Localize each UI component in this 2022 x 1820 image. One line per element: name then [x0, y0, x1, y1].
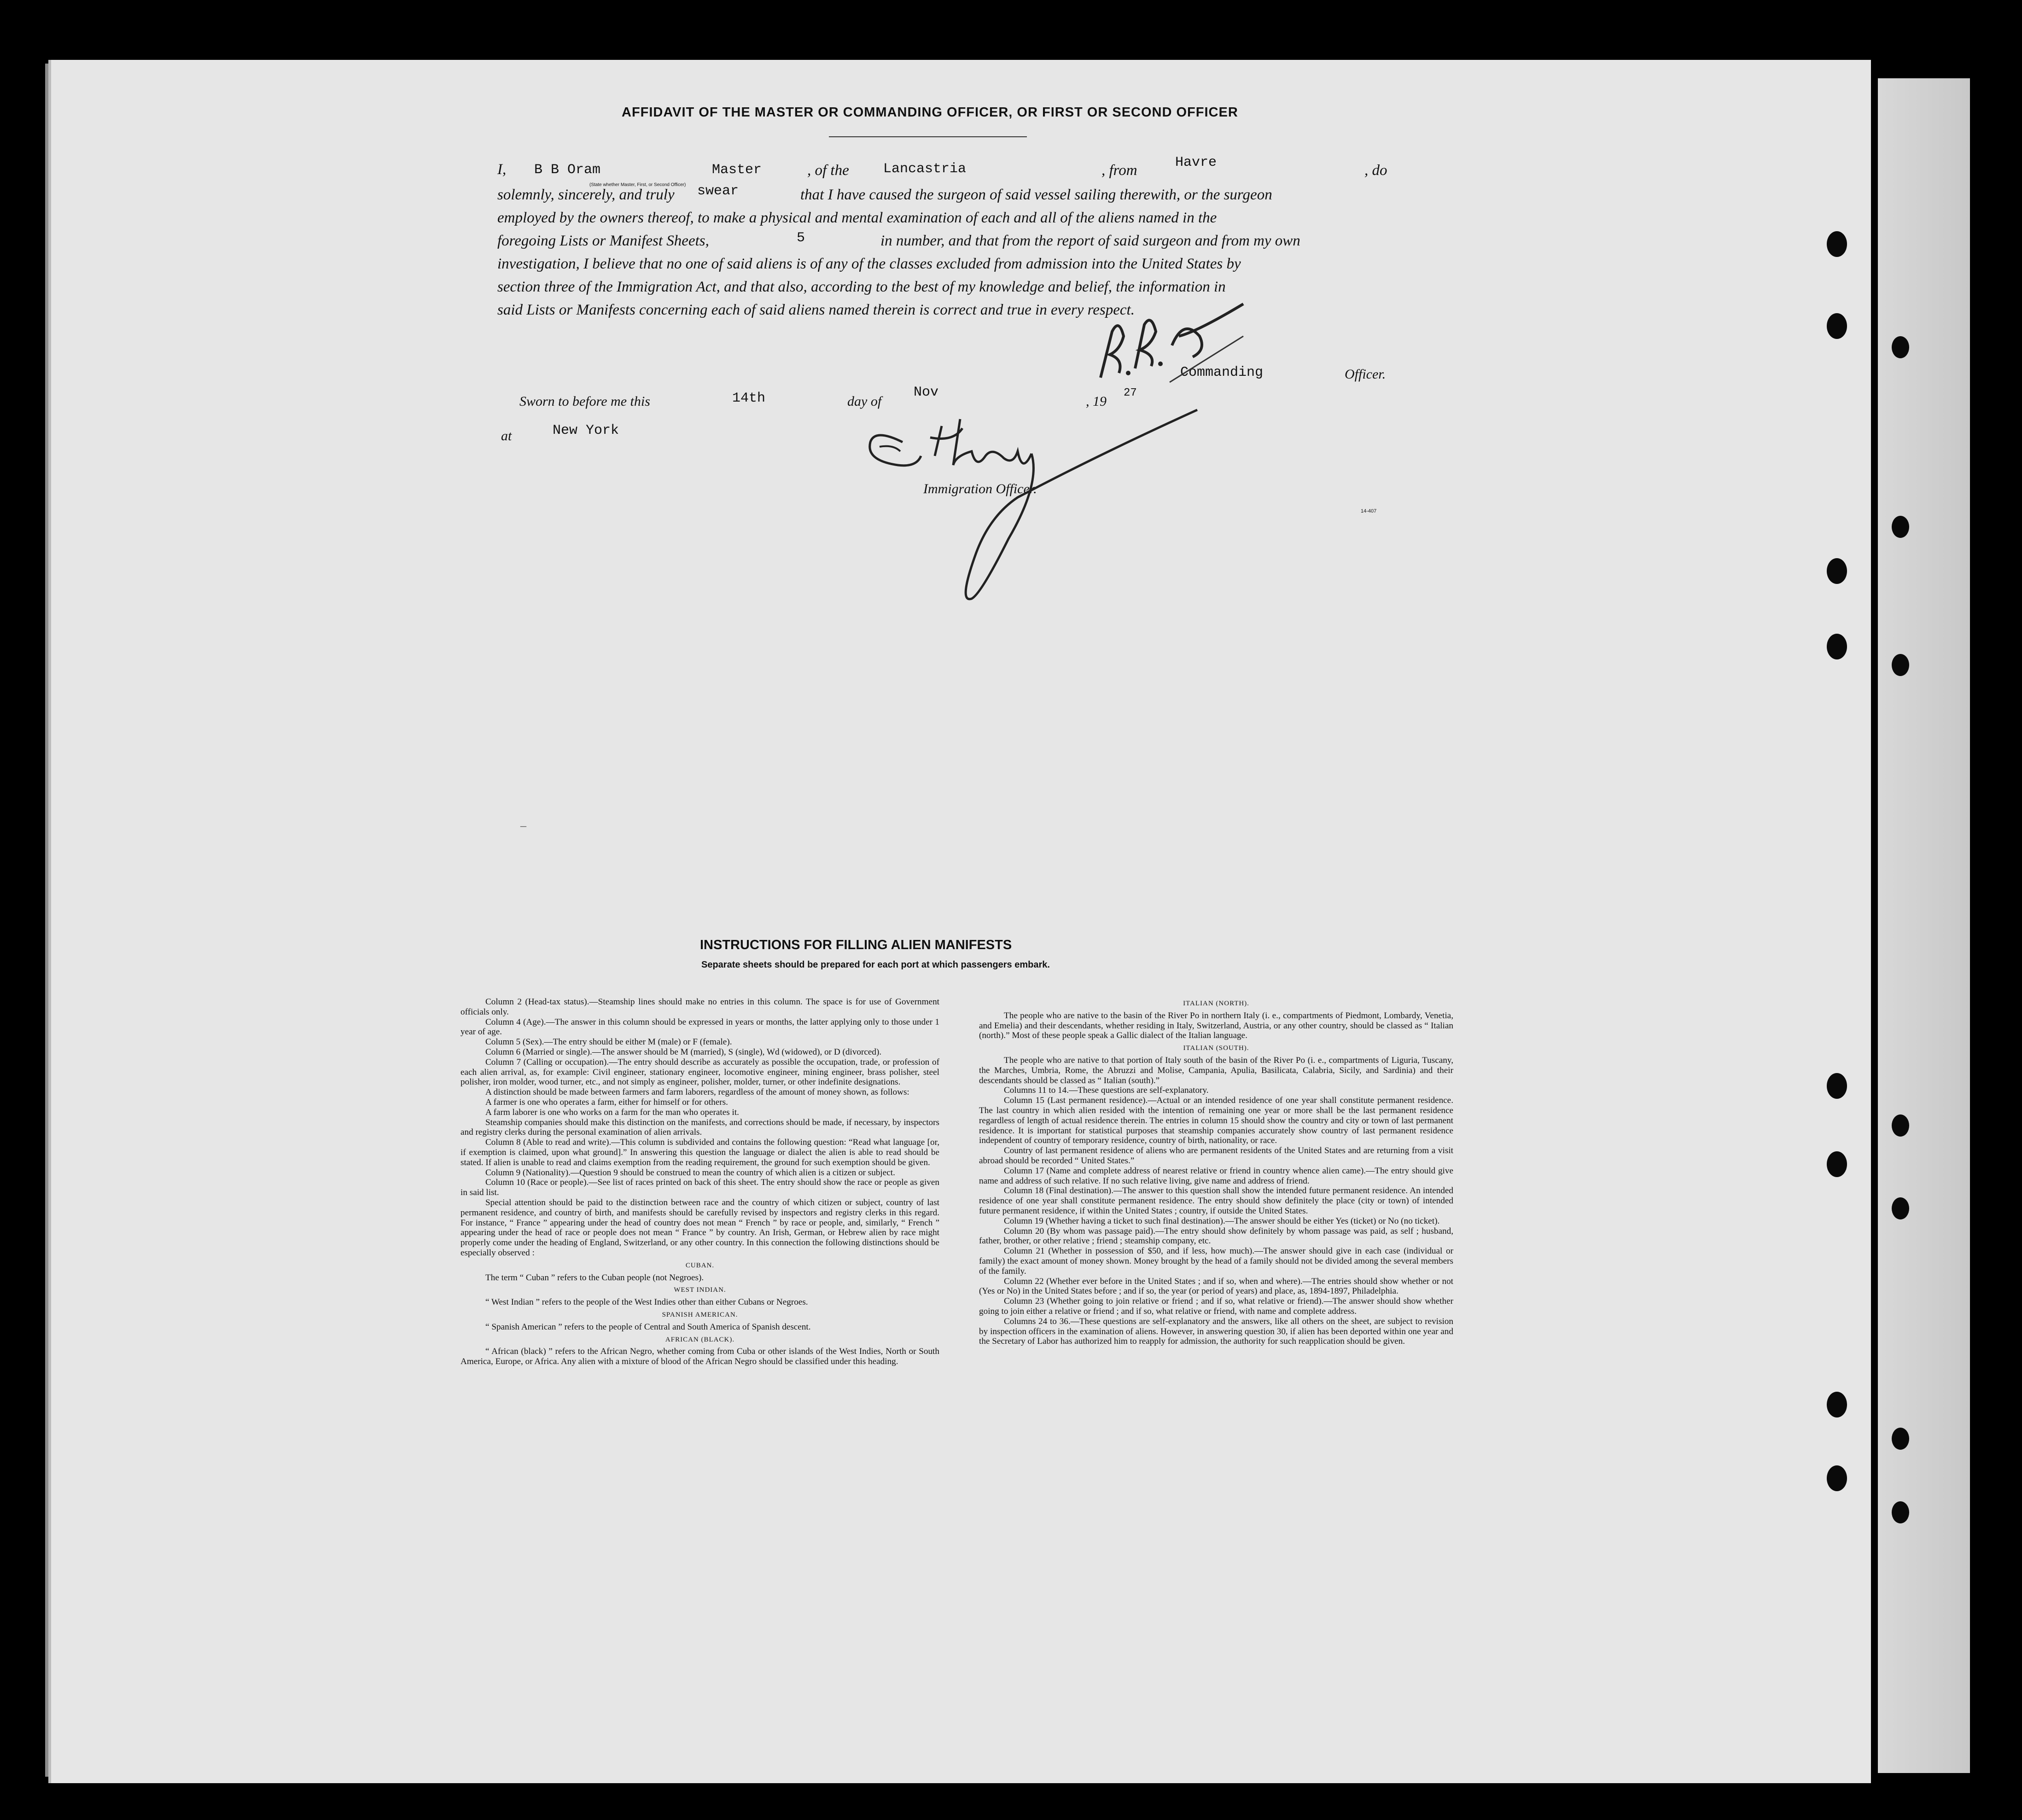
punch-hole: [1827, 1392, 1847, 1418]
affidavit-line-4b: in number, and that from the report of said surgeon and from my own: [880, 233, 1300, 249]
punch-hole: [1892, 1114, 1909, 1137]
section-heading: WEST INDIAN.: [674, 1286, 726, 1294]
affidavit-line-1: [497, 161, 506, 178]
instruction-paragraph: Column 23 (Whether going to join relative or friend ; and if so, what relative or friend).—The answer should show whether going to join either a relative or friend ; and if so, what relative or friend, with name and complete address.: [979, 1296, 1453, 1316]
section-heading: CUBAN.: [685, 1261, 715, 1269]
affidavit-line-7: said Lists or Manifests concerning each of said aliens named therein is correct and true in every respect.: [497, 302, 1135, 318]
instruction-paragraph: Column 20 (By whom was passage paid).—The entry should show definitely by whom passage was paid, as self ; husband, father, brother, or other relative ; friend ; steamship company, etc.: [979, 1226, 1453, 1246]
punch-hole: [1827, 1073, 1847, 1099]
rank-note: (State whether Master, First, or Second Officer): [589, 182, 686, 187]
title-rule: [829, 136, 1027, 137]
instruction-paragraph: Column 7 (Calling or occupation).—The entry should describe as accurately as possible the occupation, trade, or profession of each alien arrival, as, for example: Civil engineer, stationary engineer, locomotive engineer, mining engineer, brass polisher, steel polisher, iron molder, wood turner, etc., and not simply as engineer, polisher, molder, turner, or other indefinite designations.: [460, 1057, 939, 1087]
immigration-officer-label: Immigration Officer.: [923, 481, 1037, 496]
punch-hole: [1827, 1151, 1847, 1177]
day-of-label: day of: [847, 394, 882, 409]
commanding-field: Commanding: [1180, 365, 1264, 380]
instruction-paragraph: A farmer is one who operates a farm, either for himself or for others.: [485, 1097, 728, 1107]
instruction-paragraph: Steamship companies should make this distinction on the manifests, and corrections should be made, if necessary, by inspectors and registry clerks during the personal examination of alien arrivals.: [460, 1117, 939, 1138]
punch-hole: [1827, 231, 1847, 257]
instruction-paragraph: A distinction should be made between farmers and farm laborers, regardless of the amount of money shown, as follows:: [485, 1087, 909, 1097]
punch-hole: [1892, 1428, 1909, 1450]
instructions-right-column: [979, 996, 1453, 1347]
punch-hole: [1827, 634, 1847, 659]
instruction-paragraph: Column 21 (Whether in possession of $50, and if less, how much).—The answer should give in each case (individual or family) the exact amount of money shown. Money brought by the head of a family should not be divided among the several members of the family.: [979, 1246, 1453, 1276]
do-label: , do: [1364, 162, 1387, 179]
master-signature: [1091, 281, 1257, 391]
instruction-paragraph: The term “ Cuban ” refers to the Cuban people (not Negroes).: [485, 1272, 704, 1283]
immigration-officer-signature: [866, 401, 1243, 612]
instruction-paragraph: Column 10 (Race or people).—See list of races printed on back of this sheet. The entry should show the race or people as given in said list.: [460, 1178, 939, 1198]
instruction-paragraph: Column 17 (Name and complete address of nearest relative or friend in country whence alien came).—The entry should give name and address of such relative. If no such relative living, give name and address of friend.: [979, 1166, 1453, 1186]
affidavit-line-5: investigation, I believe that no one of said aliens is of any of the classes excluded from admission into the United States by: [497, 256, 1241, 272]
instruction-paragraph: Columns 11 to 14.—These questions are self-explanatory.: [1004, 1085, 1209, 1096]
instruction-paragraph: “ African (black) ” refers to the African Negro, whether coming from Cuba or other islands of the West Indies, North or South America, Europe, or Africa. Any alien with a mixture of blood of the African Negro should be classified under this heading.: [460, 1347, 939, 1367]
instruction-paragraph: Column 2 (Head-tax status).—Steamship lines should make no entries in this column. The space is for use of Government officials only.: [460, 997, 939, 1017]
rank-field: Master: [712, 162, 762, 178]
instruction-paragraph: Column 19 (Whether having a ticket to such final destination).—The answer should be either Yes (ticket) or No (no ticket).: [1004, 1216, 1440, 1226]
punch-hole: [1892, 336, 1909, 358]
sworn-day-field: 14th: [732, 391, 766, 406]
section-heading: ITALIAN (NORTH).: [1183, 1000, 1249, 1007]
instruction-paragraph: The people who are native to that portion of Italy south of the basin of the River Po (i. e., compartments of Liguria, Tuscany, the Marches, Umbria, Rome, the Abruzzi and Molise, Campania, Apulia, Basilicata, Calabria, Sicily, and Sardinia) and their descendants should be classed as “ Italian (south).”: [979, 1055, 1453, 1085]
at-label: at: [501, 428, 512, 443]
master-name-field: B B Oram: [534, 162, 601, 178]
instruction-paragraph: A farm laborer is one who works on a farm for the man who operates it.: [485, 1107, 739, 1117]
year-prefix-label: , 19: [1086, 394, 1107, 409]
instruction-paragraph: Column 15 (Last permanent residence).—Actual or an intended residence of one year shall constitute permanent residence. The last country in which alien resided with the intention of remaining one year or more shall be the last permanent residence regardless of length of actual residence therein. The entries in column 15 should show the country and city or town of last permanent residence. It is important for statistical purposes that steamship companies accurately show country of last permanent residence independent of country of temporary residence, country of birth, nationality, or race.: [979, 1096, 1453, 1146]
affidavit-line-3: employed by the owners thereof, to make a physical and mental examination of each and all of the aliens named in the: [497, 210, 1217, 226]
instruction-paragraph: The people who are native to the basin of the River Po in northern Italy (i. e., compartments of Piedmont, Lombardy, Venetia, and Emelia) and their descendants, whether residing in Italy, Switzerland, Austria, or any other country, should be classed as “ Italian (north).” Most of these people speak a Gallic dialect of the Italian language.: [979, 1010, 1453, 1041]
swear-field: swear: [697, 183, 739, 199]
section-heading: AFRICAN (BLACK).: [665, 1336, 735, 1343]
from-label: , from: [1101, 162, 1137, 179]
punch-hole: [1827, 558, 1847, 584]
instruction-paragraph: Column 6 (Married or single).—The answer should be M (married), S (single), Wd (widowed), or D (divorced).: [485, 1047, 882, 1057]
instruction-paragraph: Special attention should be paid to the distinction between race and the country of which citizen or subject, country of last permanent residence, and country of birth, and manifests should be carefully revised by inspectors and registry clerks in this regard. For instance, “ France ” appearing under the head of country does not mean “ French ” by race or people, and, similarly, “ French ” appearing under the head of race or people does not mean “ France ” by country. An Irish, German, or Hebrew alien by race might properly come under the heading of England, Switzerland, or any other country. In this connection the following distinctions should be especially observed :: [460, 1197, 939, 1258]
punch-hole: [1892, 516, 1909, 538]
officer-label: Officer.: [1345, 367, 1386, 382]
port-field: Havre: [1175, 155, 1217, 170]
instruction-paragraph: Column 8 (Able to read and write).—This column is subdivided and contains the following question: “Read what language [or, if exemption is claimed, upon what ground].” In answering this question the language or dialect the alien is able to read should be stated. If alien is unable to read and claims exemption from the reading requirement, the ground for such exemption should be given.: [460, 1138, 939, 1167]
next-page-edge: [1878, 78, 1970, 1773]
instruction-paragraph: Columns 24 to 36.—These questions are self-explanatory and the answers, like all others on the sheet, are subject to revision by inspection officers in the examination of aliens. However, in answering question 30, if alien has been deported within one year and the Secretary of Labor has authorized him to reapply for admission, the authority for such reapplication should be given.: [979, 1316, 1453, 1347]
sworn-label: Sworn to before me this: [519, 394, 650, 409]
affidavit-title: AFFIDAVIT OF THE MASTER OR COMMANDING OFFICER, OR FIRST OR SECOND OFFICER: [622, 105, 1238, 120]
instructions-title: INSTRUCTIONS FOR FILLING ALIEN MANIFESTS: [700, 938, 1012, 952]
section-heading: SPANISH AMERICAN.: [662, 1311, 738, 1318]
instruction-paragraph: Column 5 (Sex).—The entry should be either M (male) or F (female).: [485, 1037, 732, 1047]
form-number: 14-407: [1361, 508, 1377, 514]
instruction-paragraph: “ Spanish American ” refers to the people of Central and South America of Spanish descent.: [485, 1322, 811, 1332]
instruction-paragraph: Column 18 (Final destination).—The answer to this question shall show the intended future permanent residence. An intended residence of one year shall constitute permanent residence. The entry should show definitely the place (city or town) of intended future permanent residence, if within the United States ; country, if outside the United States.: [979, 1186, 1453, 1216]
vessel-field: Lancastria: [883, 161, 967, 177]
solemnly-label: solemnly, sincerely, and truly: [497, 187, 675, 203]
stray-mark: –: [520, 819, 526, 832]
instruction-paragraph: Country of last permanent residence of aliens who are permanent residents of the United States and are returning from a visit abroad should be recorded “ United States.”: [979, 1146, 1453, 1166]
instruction-paragraph: Column 9 (Nationality).—Question 9 should be construed to mean the country of which alien is a citizen or subject.: [485, 1167, 895, 1178]
sheets-count-field: 5: [797, 230, 805, 246]
instruction-paragraph: Column 22 (Whether ever before in the United States ; and if so, when and where).—The entries should show whether or not (Yes or No) in the United States before ; and if so, the year (or period of years) and place, as, 1894-1897, Philadelphia.: [979, 1276, 1453, 1296]
section-heading: ITALIAN (SOUTH).: [1183, 1044, 1249, 1052]
punch-hole: [1892, 1197, 1909, 1219]
punch-hole: [1827, 1465, 1847, 1491]
i-label: I,: [497, 161, 507, 178]
instruction-paragraph: “ West Indian ” refers to the people of the West Indies other than either Cubans or Negroes.: [485, 1297, 808, 1307]
instructions-subtitle: Separate sheets should be prepared for each port at which passengers embark.: [701, 960, 1050, 970]
punch-hole: [1892, 654, 1909, 676]
sworn-month-field: Nov: [914, 385, 939, 400]
affidavit-line-6: section three of the Immigration Act, and that also, according to the best of my knowledge and belief, the information in: [497, 279, 1226, 295]
punch-hole: [1827, 313, 1847, 339]
punch-hole: [1892, 1501, 1909, 1523]
instruction-paragraph: Column 4 (Age).—The answer in this column should be expressed in years or months, the latter applying only to those under 1 year of age.: [460, 1017, 939, 1037]
at-place-field: New York: [553, 423, 619, 438]
affidavit-line-4a: foregoing Lists or Manifest Sheets,: [497, 233, 709, 249]
of-the-label: , of the: [807, 162, 849, 179]
affidavit-line-2-rest: that I have caused the surgeon of said vessel sailing therewith, or the surgeon: [800, 187, 1272, 203]
year-suffix-field: 27: [1124, 387, 1137, 399]
instructions-left-column: [460, 997, 939, 1367]
